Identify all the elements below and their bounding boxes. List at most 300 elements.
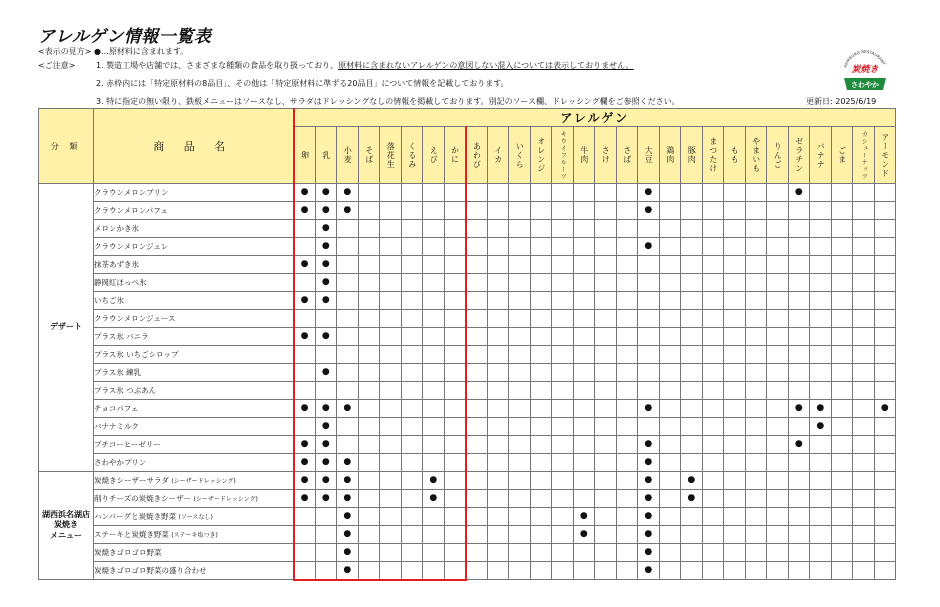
allergen-cell xyxy=(401,418,423,436)
allergen-cell xyxy=(853,202,875,220)
allergen-cell xyxy=(358,364,380,382)
allergen-cell xyxy=(681,490,703,508)
allergen-cell xyxy=(487,202,509,220)
allergen-cell xyxy=(659,202,681,220)
allergen-cell xyxy=(874,328,896,346)
allergen-cell xyxy=(810,346,832,364)
allergen-cell xyxy=(337,364,359,382)
allergen-cell xyxy=(337,274,359,292)
allergen-cell xyxy=(767,544,789,562)
allergen-cell xyxy=(315,562,337,580)
allergen-cell xyxy=(509,562,531,580)
allergen-header-26: ごま xyxy=(831,127,853,184)
allergen-cell xyxy=(853,454,875,472)
contains-mark: ● xyxy=(794,439,803,449)
allergen-cell xyxy=(767,418,789,436)
allergen-cell xyxy=(573,328,595,346)
allergen-cell xyxy=(853,526,875,544)
allergen-cell xyxy=(358,436,380,454)
allergen-cell xyxy=(659,526,681,544)
allergen-cell xyxy=(315,436,337,454)
allergen-cell xyxy=(444,346,466,364)
allergen-cell xyxy=(358,526,380,544)
allergen-cell xyxy=(573,238,595,256)
allergen-cell xyxy=(681,328,703,346)
allergen-cell xyxy=(509,292,531,310)
contains-mark: ● xyxy=(880,403,889,413)
allergen-cell xyxy=(530,220,552,238)
allergen-cell xyxy=(530,562,552,580)
allergen-cell xyxy=(466,490,488,508)
allergen-cell xyxy=(294,454,316,472)
allergen-cell xyxy=(337,184,359,202)
contains-mark: ● xyxy=(644,547,653,557)
allergen-cell xyxy=(724,238,746,256)
allergen-cell xyxy=(767,562,789,580)
allergen-cell xyxy=(423,310,445,328)
allergen-cell xyxy=(573,364,595,382)
allergen-cell xyxy=(831,238,853,256)
contains-mark: ● xyxy=(321,439,330,449)
allergen-cell xyxy=(853,328,875,346)
product-name: さわやかプリン xyxy=(94,454,294,472)
allergen-cell xyxy=(616,508,638,526)
allergen-cell xyxy=(724,526,746,544)
allergen-cell xyxy=(616,346,638,364)
allergen-cell xyxy=(530,544,552,562)
allergen-cell xyxy=(315,400,337,418)
allergen-cell xyxy=(681,184,703,202)
allergen-cell xyxy=(315,364,337,382)
allergen-cell xyxy=(401,292,423,310)
allergen-cell xyxy=(509,400,531,418)
allergen-cell xyxy=(358,508,380,526)
allergen-cell xyxy=(724,400,746,418)
allergen-cell xyxy=(788,418,810,436)
allergen-cell xyxy=(573,436,595,454)
contains-mark: ● xyxy=(321,403,330,413)
allergen-cell xyxy=(315,472,337,490)
contains-mark: ● xyxy=(321,223,330,233)
contains-mark: ● xyxy=(321,295,330,305)
allergen-cell xyxy=(767,292,789,310)
allergen-cell xyxy=(831,202,853,220)
allergen-cell xyxy=(767,220,789,238)
allergen-cell xyxy=(810,292,832,310)
allergen-cell xyxy=(552,364,574,382)
allergen-header-1: 卵 xyxy=(294,127,316,184)
allergen-cell xyxy=(638,310,660,328)
allergen-cell xyxy=(444,274,466,292)
allergen-cell xyxy=(659,292,681,310)
allergen-cell xyxy=(423,346,445,364)
allergen-cell xyxy=(788,526,810,544)
allergen-cell xyxy=(423,274,445,292)
allergen-cell xyxy=(552,562,574,580)
allergen-cell xyxy=(444,184,466,202)
allergen-cell xyxy=(767,346,789,364)
table-row xyxy=(39,310,896,328)
allergen-cell xyxy=(423,382,445,400)
contains-mark: ● xyxy=(321,277,330,287)
allergen-cell xyxy=(509,472,531,490)
contains-mark: ● xyxy=(794,187,803,197)
allergen-cell xyxy=(358,490,380,508)
allergen-header-23: りんご xyxy=(767,127,789,184)
allergen-cell xyxy=(724,310,746,328)
allergen-cell xyxy=(595,184,617,202)
allergen-cell xyxy=(702,184,724,202)
allergen-cell xyxy=(767,238,789,256)
contains-mark: ● xyxy=(300,205,309,215)
contains-mark: ● xyxy=(687,493,696,503)
allergen-cell xyxy=(509,274,531,292)
product-name: ステーキと炭焼き野菜 (ステーキ塩つき) xyxy=(94,526,294,544)
allergen-cell xyxy=(466,292,488,310)
allergen-cell xyxy=(294,292,316,310)
allergen-cell xyxy=(444,382,466,400)
allergen-cell xyxy=(853,256,875,274)
allergen-cell xyxy=(788,544,810,562)
allergen-cell xyxy=(401,400,423,418)
allergen-cell xyxy=(337,544,359,562)
category-header: 分 類 xyxy=(39,109,94,184)
allergen-cell xyxy=(444,562,466,580)
contains-mark: ● xyxy=(321,241,330,251)
allergen-cell xyxy=(745,544,767,562)
allergen-cell xyxy=(509,508,531,526)
allergen-cell xyxy=(380,436,402,454)
allergen-cell xyxy=(401,256,423,274)
allergen-cell xyxy=(638,238,660,256)
allergen-cell xyxy=(552,292,574,310)
allergen-cell xyxy=(552,490,574,508)
allergen-cell xyxy=(573,400,595,418)
allergen-cell xyxy=(487,382,509,400)
allergen-cell xyxy=(724,562,746,580)
allergen-cell xyxy=(423,292,445,310)
allergen-cell xyxy=(552,544,574,562)
allergen-cell xyxy=(509,490,531,508)
allergen-cell xyxy=(681,382,703,400)
allergen-cell xyxy=(552,526,574,544)
allergen-cell xyxy=(444,220,466,238)
allergen-cell xyxy=(745,220,767,238)
allergen-group-header: アレルゲン xyxy=(294,109,896,127)
allergen-cell xyxy=(681,274,703,292)
allergen-cell xyxy=(659,508,681,526)
allergen-cell xyxy=(853,310,875,328)
allergen-header-5: 落花生 xyxy=(380,127,402,184)
page-title: アレルゲン情報一覧表 xyxy=(38,27,212,47)
allergen-cell xyxy=(724,382,746,400)
allergen-cell xyxy=(659,418,681,436)
allergen-cell xyxy=(466,346,488,364)
allergen-cell xyxy=(401,454,423,472)
allergen-cell xyxy=(767,364,789,382)
allergen-cell xyxy=(552,418,574,436)
allergen-cell xyxy=(423,508,445,526)
allergen-cell xyxy=(810,418,832,436)
allergen-cell xyxy=(595,508,617,526)
allergen-cell xyxy=(659,220,681,238)
allergen-cell xyxy=(702,436,724,454)
allergen-header-17: 大豆 xyxy=(638,127,660,184)
table-row xyxy=(39,526,896,544)
contains-mark: ● xyxy=(343,511,352,521)
allergen-cell xyxy=(745,364,767,382)
allergen-cell xyxy=(380,364,402,382)
allergen-cell xyxy=(788,184,810,202)
allergen-cell xyxy=(509,256,531,274)
allergen-cell xyxy=(487,418,509,436)
allergen-cell xyxy=(380,472,402,490)
product-note: (シーザードレッシング) xyxy=(193,496,258,503)
allergen-cell xyxy=(315,310,337,328)
allergen-cell xyxy=(853,274,875,292)
allergen-cell xyxy=(337,400,359,418)
allergen-cell xyxy=(724,454,746,472)
allergen-cell xyxy=(659,346,681,364)
allergen-cell xyxy=(702,202,724,220)
allergen-cell xyxy=(595,220,617,238)
allergen-cell xyxy=(530,454,552,472)
contains-mark: ● xyxy=(300,457,309,467)
allergen-cell xyxy=(853,508,875,526)
contains-mark: ● xyxy=(343,493,352,503)
allergen-cell xyxy=(724,472,746,490)
allergen-header-25: バナナ xyxy=(810,127,832,184)
allergen-cell xyxy=(616,454,638,472)
allergen-cell xyxy=(315,328,337,346)
allergen-cell xyxy=(831,508,853,526)
product-name: メロンかき氷 xyxy=(94,220,294,238)
allergen-cell xyxy=(380,490,402,508)
product-name: 削りチーズの炭焼きシーザー (シーザードレッシング) xyxy=(94,490,294,508)
allergen-cell xyxy=(810,256,832,274)
allergen-cell xyxy=(530,346,552,364)
allergen-cell xyxy=(380,544,402,562)
allergen-cell xyxy=(466,256,488,274)
product-name: プラス氷 つぶあん xyxy=(94,382,294,400)
allergen-cell xyxy=(466,436,488,454)
allergen-cell xyxy=(724,544,746,562)
allergen-cell xyxy=(423,202,445,220)
allergen-cell xyxy=(401,328,423,346)
allergen-cell xyxy=(616,220,638,238)
allergen-cell xyxy=(294,562,316,580)
allergen-cell xyxy=(315,382,337,400)
allergen-cell xyxy=(466,400,488,418)
allergen-cell xyxy=(681,508,703,526)
allergen-cell xyxy=(358,472,380,490)
allergen-cell xyxy=(702,526,724,544)
allergen-cell xyxy=(638,508,660,526)
contains-mark: ● xyxy=(321,259,330,269)
allergen-cell xyxy=(337,490,359,508)
allergen-header-16: さば xyxy=(616,127,638,184)
allergen-cell xyxy=(874,508,896,526)
allergen-cell xyxy=(745,508,767,526)
allergen-cell xyxy=(401,526,423,544)
allergen-cell xyxy=(337,238,359,256)
allergen-cell xyxy=(509,346,531,364)
allergen-cell xyxy=(552,400,574,418)
allergen-cell xyxy=(423,256,445,274)
allergen-cell xyxy=(315,292,337,310)
allergen-cell xyxy=(616,292,638,310)
allergen-cell xyxy=(466,364,488,382)
allergen-cell xyxy=(380,292,402,310)
legend-line xyxy=(38,46,188,57)
contains-mark: ● xyxy=(644,439,653,449)
note-1: 1. 製造工場や店舗では、さまざまな種類の食品を取り扱っており、原材料に含まれないアレルゲンの意図しない混入については表示しておりません。 xyxy=(96,61,634,70)
allergen-cell xyxy=(616,274,638,292)
product-note: (ソースなし) xyxy=(178,514,213,521)
allergen-cell xyxy=(573,508,595,526)
contains-mark: ● xyxy=(300,295,309,305)
allergen-cell xyxy=(616,202,638,220)
allergen-header-11: いくら xyxy=(509,127,531,184)
allergen-cell xyxy=(315,418,337,436)
allergen-cell xyxy=(853,184,875,202)
allergen-header-21: もも xyxy=(724,127,746,184)
allergen-cell xyxy=(681,544,703,562)
allergen-cell xyxy=(810,184,832,202)
allergen-cell xyxy=(810,220,832,238)
allergen-cell xyxy=(294,202,316,220)
allergen-cell xyxy=(831,544,853,562)
allergen-cell xyxy=(423,562,445,580)
allergen-cell xyxy=(638,544,660,562)
allergen-cell xyxy=(724,328,746,346)
allergen-cell xyxy=(358,220,380,238)
note-3: 3. 特に指定の無い限り、鉄板メニューはソースなし、サラダはドレッシングなしの情報を掲載しております。別記のソース欄、ドレッシング欄をご参照ください。 xyxy=(96,97,680,106)
allergen-cell xyxy=(337,418,359,436)
allergen-cell xyxy=(358,418,380,436)
allergen-cell xyxy=(745,382,767,400)
allergen-cell xyxy=(788,436,810,454)
allergen-cell xyxy=(616,328,638,346)
allergen-cell xyxy=(810,238,832,256)
allergen-cell xyxy=(659,436,681,454)
allergen-cell xyxy=(810,562,832,580)
allergen-cell xyxy=(595,454,617,472)
allergen-cell xyxy=(595,418,617,436)
allergen-cell xyxy=(638,292,660,310)
allergen-cell xyxy=(401,472,423,490)
contains-mark: ● xyxy=(343,547,352,557)
allergen-cell xyxy=(874,436,896,454)
contains-mark: ● xyxy=(794,403,803,413)
allergen-cell xyxy=(659,562,681,580)
contains-mark: ● xyxy=(321,475,330,485)
table-row xyxy=(39,454,896,472)
allergen-cell xyxy=(702,346,724,364)
allergen-cell xyxy=(294,220,316,238)
allergen-cell xyxy=(509,454,531,472)
allergen-cell xyxy=(702,562,724,580)
allergen-cell xyxy=(724,256,746,274)
contains-mark: ● xyxy=(644,241,653,251)
allergen-cell xyxy=(337,508,359,526)
allergen-cell xyxy=(552,382,574,400)
allergen-cell xyxy=(853,364,875,382)
allergen-cell xyxy=(595,328,617,346)
allergen-cell xyxy=(380,418,402,436)
allergen-cell xyxy=(358,454,380,472)
allergen-cell xyxy=(681,346,703,364)
contains-mark: ● xyxy=(343,205,352,215)
allergen-cell xyxy=(530,472,552,490)
contains-mark: ● xyxy=(816,403,825,413)
allergen-cell xyxy=(315,184,337,202)
allergen-cell xyxy=(573,544,595,562)
allergen-cell xyxy=(874,400,896,418)
allergen-cell xyxy=(659,544,681,562)
contains-mark: ● xyxy=(300,259,309,269)
allergen-cell xyxy=(681,292,703,310)
allergen-cell xyxy=(509,544,531,562)
logo-top-text: 炭焼き xyxy=(851,65,879,75)
allergen-header-19: 豚肉 xyxy=(681,127,703,184)
allergen-cell xyxy=(702,238,724,256)
table-row xyxy=(39,364,896,382)
contains-mark: ● xyxy=(579,511,588,521)
product-name: クラウンメロンジュレ xyxy=(94,238,294,256)
allergen-cell xyxy=(810,328,832,346)
allergen-cell xyxy=(595,364,617,382)
allergen-cell xyxy=(681,256,703,274)
brand-logo xyxy=(840,48,890,94)
allergen-cell xyxy=(874,202,896,220)
allergen-header-3: 小麦 xyxy=(337,127,359,184)
allergen-cell xyxy=(530,436,552,454)
allergen-cell xyxy=(595,256,617,274)
contains-mark: ● xyxy=(300,475,309,485)
allergen-cell xyxy=(552,436,574,454)
allergen-cell xyxy=(509,526,531,544)
allergen-cell xyxy=(659,490,681,508)
allergen-cell xyxy=(638,328,660,346)
allergen-cell xyxy=(466,508,488,526)
allergen-cell xyxy=(444,238,466,256)
allergen-cell xyxy=(638,472,660,490)
allergen-cell xyxy=(487,328,509,346)
category-cell: デザート xyxy=(39,184,94,472)
contains-mark: ● xyxy=(687,475,696,485)
allergen-cell xyxy=(552,472,574,490)
allergen-cell xyxy=(810,202,832,220)
allergen-cell xyxy=(745,472,767,490)
allergen-cell xyxy=(702,454,724,472)
table-row xyxy=(39,238,896,256)
contains-mark: ● xyxy=(321,187,330,197)
allergen-cell xyxy=(509,418,531,436)
allergen-header-2: 乳 xyxy=(315,127,337,184)
allergen-cell xyxy=(444,544,466,562)
table-row xyxy=(39,202,896,220)
allergen-header-14: 牛肉 xyxy=(573,127,595,184)
allergen-cell xyxy=(315,508,337,526)
allergen-cell xyxy=(702,508,724,526)
product-name: ハンバーグと炭焼き野菜 (ソースなし) xyxy=(94,508,294,526)
allergen-header-15: さけ xyxy=(595,127,617,184)
contains-mark: ● xyxy=(644,187,653,197)
table-row xyxy=(39,418,896,436)
product-name: バナナミルク xyxy=(94,418,294,436)
allergen-cell xyxy=(294,256,316,274)
